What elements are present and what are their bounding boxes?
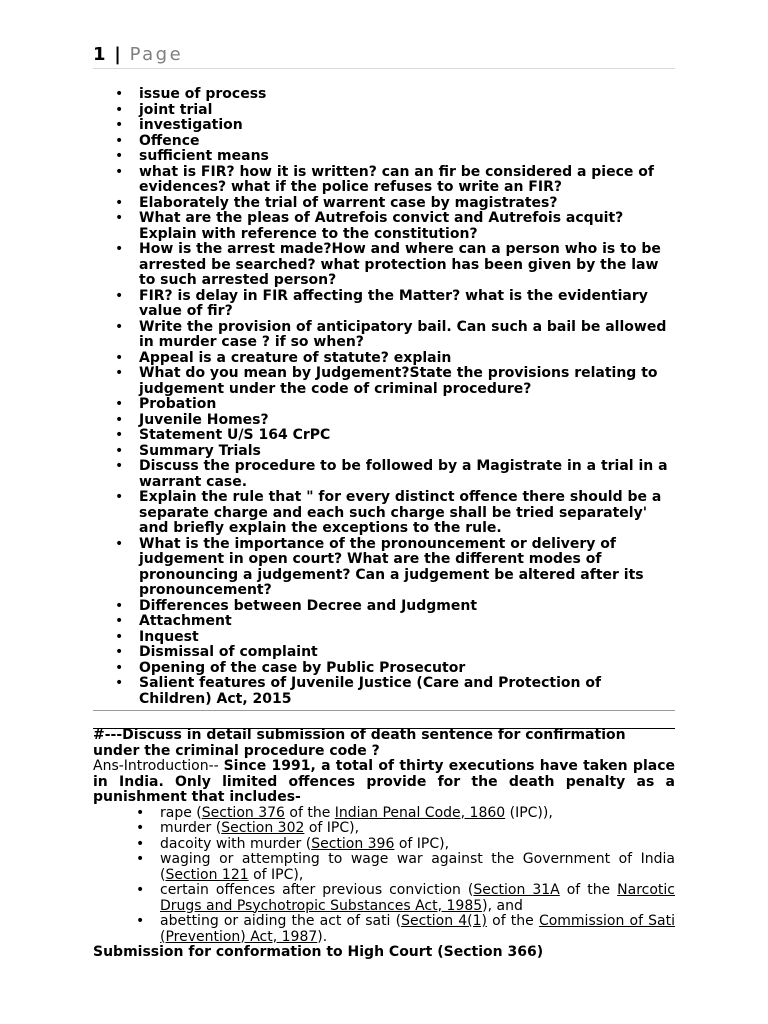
list-item: • murder (Section 302 of IPC), xyxy=(160,821,675,837)
answer-section xyxy=(93,728,675,961)
page-header xyxy=(93,44,675,69)
list-item: • joint trial xyxy=(139,103,675,119)
link-section-376[interactable]: Section 376 xyxy=(201,804,285,821)
section-divider xyxy=(93,710,675,711)
list-item: • Juvenile Homes? xyxy=(139,413,675,429)
list-item: • Explain the rule that " for every distinct offence there should be a separate charge and each such charge shall be tried separately' and briefly explain the exceptions to the rule. xyxy=(139,490,675,537)
list-item: • Appeal is a creature of statute? explain xyxy=(139,351,675,367)
intro-label: Ans-Introduction-- xyxy=(93,758,219,774)
list-item: • dacoity with murder (Section 396 of IPC), xyxy=(160,837,675,853)
page-label: Page xyxy=(129,44,184,65)
link-sati-act[interactable]: Commission of Sati (Prevention) Act, 1987 xyxy=(160,913,676,945)
list-item: • sufficient means xyxy=(139,149,675,165)
link-ndps-act[interactable]: Narcotic Drugs and Psychotropic Substances Act, 1985 xyxy=(160,882,675,914)
page-number: 1 xyxy=(93,44,106,65)
link-ipc-1860[interactable]: Indian Penal Code, 1860 xyxy=(334,804,506,821)
offence-list xyxy=(93,806,675,946)
list-item: • How is the arrest made?How and where can a person who is to be arrested be searched? what protection has been given by the law to such arrested person? xyxy=(139,242,675,289)
list-item: • Statement U/S 164 CrPC xyxy=(139,428,675,444)
list-item: • what is FIR? how it is written? can an fir be considered a piece of evidences? what if the police refuses to write an FIR? xyxy=(139,165,675,196)
list-item: • What do you mean by Judgement?State the provisions relating to judgement under the code of criminal procedure? xyxy=(139,366,675,397)
header-separator: | xyxy=(114,44,121,65)
intro-paragraph xyxy=(93,759,675,806)
list-item: • investigation xyxy=(139,118,675,134)
list-item: • Write the provision of anticipatory bail. Can such a bail be allowed in murder case ? if so when? xyxy=(139,320,675,351)
list-item: • Opening of the case by Public Prosecutor xyxy=(139,661,675,677)
list-item: • Offence xyxy=(139,134,675,150)
link-section-31a[interactable]: Section 31A xyxy=(473,882,560,898)
list-item: • Probation xyxy=(139,397,675,413)
list-item: • Elaborately the trial of warrent case by magistrates? xyxy=(139,196,675,212)
list-item: • Dismissal of complaint xyxy=(139,645,675,661)
intro-text: Since 1991, a total of thirty executions have taken place in India. Only limited offences provide for the death penalty as a punishment that includes- xyxy=(93,758,675,805)
list-item: • What are the pleas of Autrefois convict and Autrefois acquit? Explain with reference to the constitution? xyxy=(139,211,675,242)
list-item: • FIR? is delay in FIR affecting the Matter? what is the evidentiary value of fir? xyxy=(139,289,675,320)
link-section-302[interactable]: Section 302 xyxy=(221,820,305,836)
list-item: • certain offences after previous conviction (Section 31A of the Narcotic Drugs and Psychotropic Substances Act, 1985), and xyxy=(160,883,675,914)
section-subheading: Submission for conformation to High Court (Section 366) xyxy=(93,944,544,960)
list-item: • waging or attempting to wage war against the Government of India (Section 121 of IPC), xyxy=(160,852,675,883)
link-section-121[interactable]: Section 121 xyxy=(165,866,249,883)
list-item: • issue of process xyxy=(139,87,675,103)
list-item: • abetting or aiding the act of sati (Section 4(1) of the Commission of Sati (Prevention) Act, 1987). xyxy=(160,914,675,945)
list-item: • rape (Section 376 of the Indian Penal Code, 1860 (IPC)), xyxy=(160,806,675,822)
list-item: • Attachment xyxy=(139,614,675,630)
list-item: • Differences between Decree and Judgment xyxy=(139,599,675,615)
link-section-396[interactable]: Section 396 xyxy=(311,835,395,852)
list-item: • Summary Trials xyxy=(139,444,675,460)
list-item: • Salient features of Juvenile Justice (Care and Protection of Children) Act, 2015 xyxy=(139,676,675,707)
question-heading: #---Discuss in detail submission of death sentence for confirmation under the criminal procedure code ? xyxy=(93,727,626,759)
list-item: • What is the importance of the pronouncement or delivery of judgement in open court? What are the different modes of pronouncing a judgement? Can a judgement be altered after its pronouncement? xyxy=(139,537,675,599)
link-section-4-1[interactable]: Section 4(1) xyxy=(401,913,487,929)
list-item: • Inquest xyxy=(139,630,675,646)
list-item: • Discuss the procedure to be followed by a Magistrate in a trial in a warrant case. xyxy=(139,459,675,490)
topic-list xyxy=(93,87,675,707)
